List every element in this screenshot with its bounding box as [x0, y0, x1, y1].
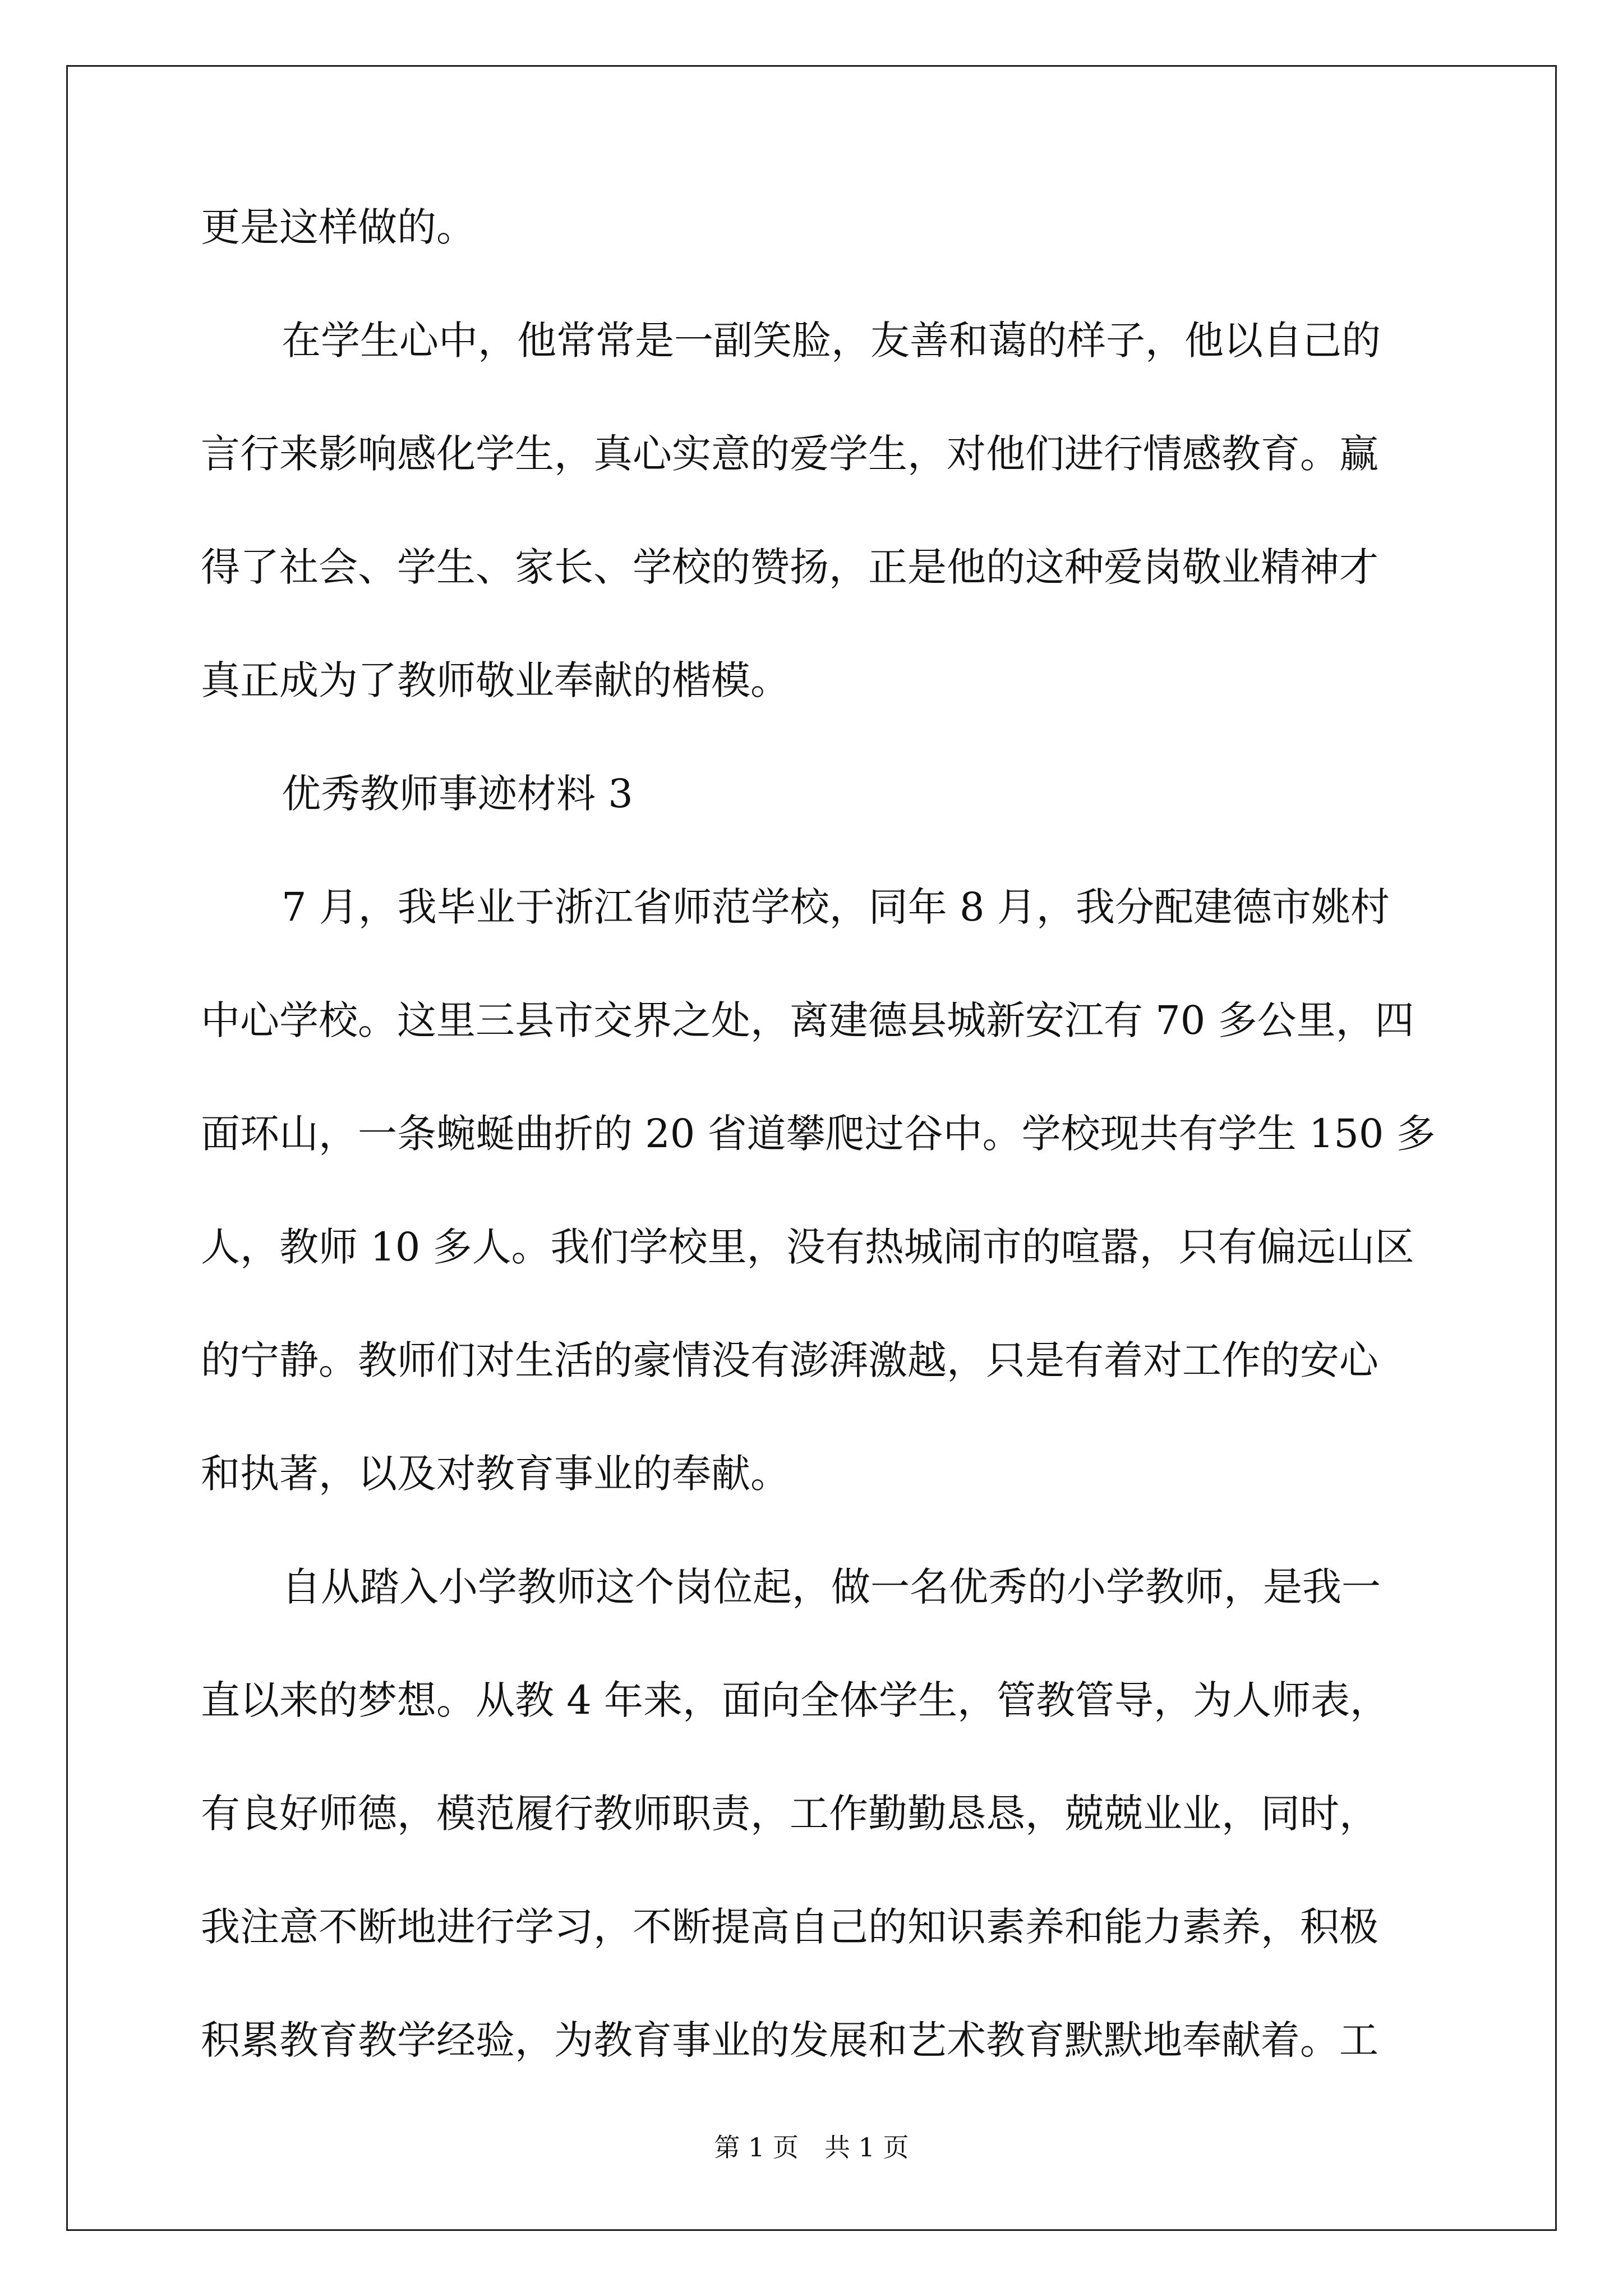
paragraph-line: 面环山，一条蜿蜒曲折的 20 省道攀爬过谷中。学校现共有学生 150 多 — [201, 1111, 1436, 1157]
paragraph-line: 自从踏入小学教师这个岗位起，做一名优秀的小学教师，是我一 — [282, 1564, 1381, 1610]
paragraph-line: 在学生心中，他常常是一副笑脸，友善和蔼的样子，他以自己的 — [282, 318, 1381, 364]
paragraph-line: 言行来影响感化学生，真心实意的爱学生，对他们进行情感教育。赢 — [201, 431, 1378, 477]
paragraph-line: 真正成为了教师敬业奉献的楷模。 — [201, 657, 790, 703]
paragraph-line: 有良好师德，模范履行教师职责，工作勤勤恳恳，兢兢业业，同时， — [201, 1791, 1378, 1837]
section-heading: 优秀教师事迹材料 3 — [282, 771, 633, 817]
paragraph-line: 直以来的梦想。从教 4 年来，面向全体学生，管教管导，为人师表， — [201, 1677, 1390, 1723]
paragraph-line: 更是这样做的。 — [201, 204, 476, 250]
paragraph-line: 得了社会、学生、家长、学校的赞扬，正是他的这种爱岗敬业精神才 — [201, 544, 1378, 590]
paragraph-line: 7 月，我毕业于浙江省师范学校，同年 8 月，我分配建德市姚村 — [282, 884, 1390, 930]
page-footer: 第 1 页 共 1 页 — [714, 2132, 909, 2162]
paragraph-line: 中心学校。这里三县市交界之处，离建德县城新安江有 70 多公里，四 — [201, 997, 1414, 1043]
paragraph-line: 我注意不断地进行学习，不断提高自己的知识素养和能力素养，积极 — [201, 1904, 1378, 1950]
paragraph-line: 的宁静。教师们对生活的豪情没有澎湃激越，只是有着对工作的安心 — [201, 1337, 1378, 1383]
paragraph-line: 人，教师 10 多人。我们学校里，没有热城闹市的喧嚣，只有偏远山区 — [201, 1224, 1414, 1270]
paragraph-line: 和执著，以及对教育事业的奉献。 — [201, 1451, 790, 1497]
paragraph-line: 积累教育教学经验，为教育事业的发展和艺术教育默默地奉献着。工 — [201, 2017, 1378, 2063]
